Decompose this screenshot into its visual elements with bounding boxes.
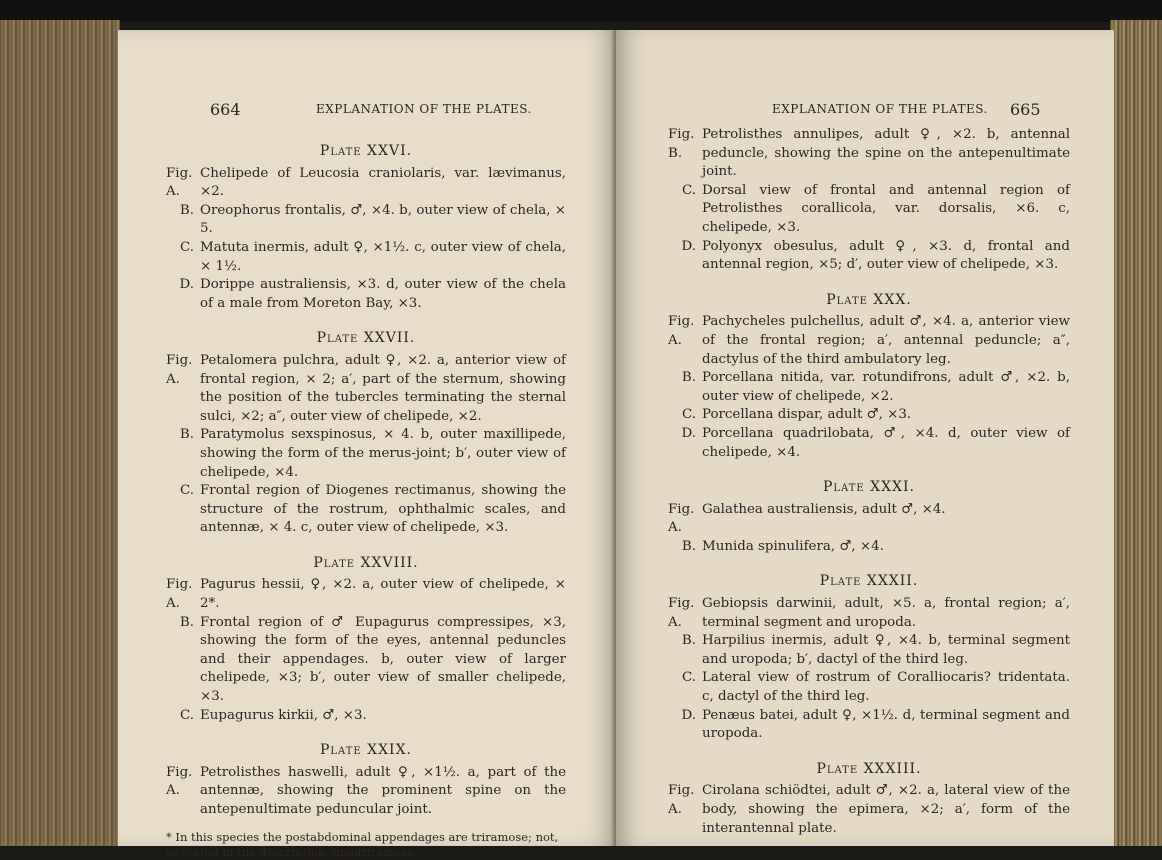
figure-entry xyxy=(668,782,1070,838)
fig-label: Fig. A. xyxy=(166,165,193,200)
figure-entry xyxy=(166,352,566,426)
fig-caption: Pagurus hessii, ♀, ×2. a, outer view of chelipede, × 2*. xyxy=(200,577,566,612)
figure-entry xyxy=(166,482,566,538)
figure-entry xyxy=(668,632,1070,669)
fig-caption: Chelipede of Leucosia craniolaris, var. lævimanus, ×2. xyxy=(200,165,566,200)
figure-entry xyxy=(668,238,1070,275)
fig-label: Fig. B. xyxy=(668,127,695,161)
plate-title: Plate XXXI. xyxy=(822,479,916,496)
figure-entry xyxy=(668,425,1070,462)
plate-title: Plate XXIX. xyxy=(319,742,413,759)
left-page xyxy=(118,30,616,859)
fig-caption: Dorsal view of frontal and antennal region of Petrolisthes corallicola, var. dorsalis, ×6. c, chelipede, ×3. xyxy=(702,182,1070,235)
fig-caption: Petrolisthes annulipes, adult ♀, ×2. b, antennal peduncle, showing the spine on the antepenultimate joint. xyxy=(702,127,1070,180)
fig-caption: Porcellana quadrilobata, ♂, ×4. d, outer view of chelipede, ×4. xyxy=(702,425,1070,460)
fig-caption: Matuta inermis, adult ♀, ×1½. c, outer view of chela, × 1½. xyxy=(200,239,566,274)
fig-label: Fig. A. xyxy=(166,352,193,387)
fig-caption: Penæus batei, adult ♀, ×1½. d, terminal segment and uropoda. xyxy=(702,707,1070,742)
fig-label: C. xyxy=(179,239,194,255)
plate-title: Plate XXVI. xyxy=(319,143,413,159)
figure-entry xyxy=(166,165,566,202)
figure-entry xyxy=(166,426,566,482)
figure-entry xyxy=(166,276,566,313)
fig-label: C. xyxy=(681,182,696,198)
fig-label: D. xyxy=(681,425,696,441)
footnote: * In this species the postabdominal appendages are triramose; not, as stated in the description, quadriramose. xyxy=(166,829,559,859)
fig-label: B. xyxy=(681,633,696,649)
fig-caption: Lateral view of rostrum of Coralliocaris? tridentata. c, dactyl of the third leg. xyxy=(702,670,1070,705)
fig-label: C. xyxy=(681,407,696,423)
figure-entry xyxy=(166,764,566,820)
plate-title: Plate XXX. xyxy=(826,291,912,308)
fig-caption: Gebiopsis darwinii, adult, ×5. a, frontal region; a′, terminal segment and uropoda. xyxy=(702,596,1070,630)
figure-entry xyxy=(166,239,566,276)
fig-label: B. xyxy=(681,370,696,386)
figure-entry xyxy=(668,707,1070,744)
fig-caption: Oreophorus frontalis, ♂, ×4. b, outer view of chela, × 5. xyxy=(200,202,566,237)
figure-entry xyxy=(668,595,1070,632)
fig-caption: Dorippe australiensis, ×3. d, outer view of the chela of a male from Moreton Bay, ×3. xyxy=(200,277,566,311)
plate-title: Plate XXXII. xyxy=(819,573,919,590)
page-number: 664 xyxy=(210,100,241,119)
plates-text-right xyxy=(668,126,1070,838)
plates-text-left xyxy=(166,142,566,860)
fig-caption: Munida spinulifera, ♂, ×4. xyxy=(702,538,884,554)
right-page xyxy=(616,30,1114,846)
figure-entry xyxy=(668,313,1070,369)
fig-label: D. xyxy=(179,277,194,293)
fig-caption: Petalomera pulchra, adult ♀, ×2. a, anterior view of frontal region, × 2; a′, part of the sternum, showing the position of the tubercles terminating the sternal sulci, ×2; a″, outer view of chelipede, ×2. xyxy=(200,352,566,424)
figure-entry xyxy=(166,202,566,239)
book-page-edges-right xyxy=(1110,20,1162,846)
scan-top-border xyxy=(0,0,1162,22)
figure-entry xyxy=(668,182,1070,238)
figure-entry xyxy=(668,538,1070,557)
fig-caption: Polyonyx obesulus, adult ♀, ×3. d, frontal and antennal region, ×5; d′, outer view of chelipede, ×3. xyxy=(702,238,1070,273)
figure-entry xyxy=(668,406,1070,425)
fig-label: Fig. A. xyxy=(166,577,193,612)
fig-label: Fig. A. xyxy=(668,314,695,348)
fig-caption: Cirolana schiödtei, adult ♂, ×2. a, lateral view of the body, showing the epimera, ×2; a′, form of the interantennal plate. xyxy=(702,783,1070,836)
page-number: 665 xyxy=(1010,100,1041,119)
fig-label: C. xyxy=(681,670,696,686)
plate-title: Plate XXVIII. xyxy=(313,554,419,571)
running-head: EXPLANATION OF THE PLATES. xyxy=(316,102,532,116)
fig-caption: Porcellana nitida, var. rotundifrons, adult ♂, ×2. b, outer view of chelipede, ×2. xyxy=(702,370,1070,404)
fig-label: D. xyxy=(681,707,696,723)
fig-label: C. xyxy=(179,707,194,723)
plate-title: Plate XXVII. xyxy=(316,330,416,347)
fig-caption: Porcellana dispar, adult ♂, ×3. xyxy=(702,407,912,423)
figure-entry xyxy=(166,614,566,707)
fig-label: C. xyxy=(179,483,194,499)
fig-label: B. xyxy=(179,202,194,218)
fig-caption: Paratymolus sexspinosus, × 4. b, outer maxillipede, showing the form of the merus-joint; b′, outer view of chelipede, ×4. xyxy=(200,427,566,480)
running-head: EXPLANATION OF THE PLATES. xyxy=(772,102,988,116)
figure-entry xyxy=(166,576,566,613)
fig-caption: Eupagurus kirkii, ♂, ×3. xyxy=(200,707,367,723)
fig-label: B. xyxy=(681,538,696,554)
figure-entry xyxy=(668,126,1070,182)
fig-label: D. xyxy=(681,238,696,254)
fig-caption: Frontal region of Diogenes rectimanus, showing the structure of the rostrum, ophthalmic scales, and antennæ, × 4. c, outer view of chelipede, ×3. xyxy=(200,483,566,536)
figure-entry xyxy=(668,669,1070,706)
figure-entry xyxy=(166,707,566,726)
fig-label: B. xyxy=(179,427,194,443)
book-page-edges-left xyxy=(0,20,120,846)
fig-caption: Pachycheles pulchellus, adult ♂, ×4. a, anterior view of the frontal region; a′, antennal peduncle; a″, dactylus of the third ambulatory leg. xyxy=(702,314,1070,367)
fig-caption: Frontal region of ♂ Eupagurus compressipes, ×3, showing the form of the eyes, antennal peduncles and their appendages. b, outer view of larger chelipede, ×3; b′, outer view of smaller chelipede, ×3. xyxy=(200,614,566,705)
fig-caption: Petrolisthes haswelli, adult ♀, ×1½. a, part of the antennæ, showing the prominent spine on the antepenultimate peduncular joint. xyxy=(200,764,566,817)
fig-caption: Galathea australiensis, adult ♂, ×4. xyxy=(702,501,946,517)
figure-entry xyxy=(668,369,1070,406)
fig-label: Fig. A. xyxy=(668,501,695,536)
plate-title: Plate XXXIII. xyxy=(816,760,922,777)
fig-label: B. xyxy=(179,614,194,630)
fig-label: Fig. A. xyxy=(668,596,695,630)
figure-entry xyxy=(668,501,1070,538)
fig-caption: Harpilius inermis, adult ♀, ×4. b, terminal segment and uropoda; b′, dactyl of the third leg. xyxy=(702,633,1070,667)
fig-label: Fig. A. xyxy=(166,764,193,799)
fig-label: Fig. A. xyxy=(668,783,695,817)
